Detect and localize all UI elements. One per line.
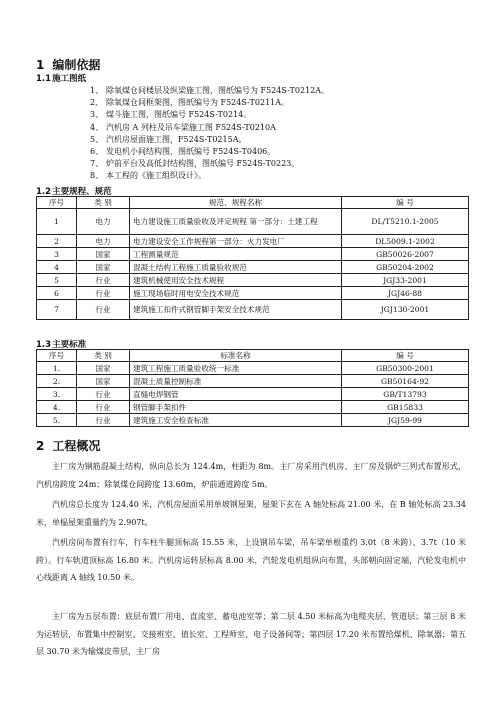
table-row: 3. 行业 直缝电焊钢管 GB/T13793 (37, 388, 469, 401)
table-row: 1 电力 电力建设施工质量验收及评定规程 第一部分：土建工程 DL/T5210.1-2005 (37, 209, 469, 235)
paragraph: 汽机房总长度为 124.40 米，汽机房屋面采用单坡钢屋架，屋架下玄在 A 轴处标高 21.00 米，在 B 轴处标高 23.34 米，单榀屋架重量约为 2.907t。 (36, 500, 466, 527)
list-item: 4、 汽机房 A 列柱及吊车梁施工图 F524S-T0210A (90, 122, 276, 132)
list-item: 8、 本工程的《施工组织设计》。 (90, 171, 206, 181)
subsection-1-1-title: 施工图纸 (52, 74, 87, 84)
col-header-name: 标准名称 (130, 350, 342, 362)
subsection-1-3-number: 1.3 (36, 340, 52, 350)
table-row: 2 电力 电力建设安全工作规程第一部分：火力发电厂 DL5009.1-2002 (37, 235, 469, 248)
col-header-category: 类 别 (77, 197, 130, 209)
table-row: 5. 行业 建筑施工安全检查标准 JGJ59-99 (37, 414, 469, 427)
table-row: 7 行业 建筑施工扣件式钢管脚手架安全技术规范 JGJ130-2001 (37, 300, 469, 320)
list-item: 6、 发电机小间结构图，图纸编号 F524S-T0406。 (90, 147, 276, 157)
list-item: 7、 炉前平台及高低封结构图，图纸编号 F524S-T0223。 (90, 159, 300, 169)
table-row: 5 行业 建筑机械使用安全技术规程 JGJ33-2001 (37, 274, 469, 287)
list-item: 1、 除氧煤仓间楼层及纵梁施工图，图纸编号为 F524S-T0212A。 (90, 86, 330, 95)
table-row: 4. 行业 钢管脚手架扣件 GB15833 (37, 401, 469, 414)
table-row: 4 国家 混凝土结构工程施工质量验收规范 GB50204-2002 (37, 261, 469, 274)
section-1-heading (36, 56, 100, 73)
standards-table (36, 349, 469, 427)
table-row: 2. 国家 混凝土质量控制标准 GB50164-92 (37, 375, 469, 388)
table-row: 6 行业 施工现场临时用电安全技术规范 JGJ46-88 (37, 287, 469, 300)
subsection-1-1-heading (36, 72, 86, 84)
table-header-row (37, 350, 469, 362)
col-header-name: 规范、规程名称 (130, 197, 342, 209)
section-1-number: 1 (36, 58, 45, 72)
col-header-code: 编 号 (342, 197, 469, 209)
table-row: 3 国家 工程测量规范 GB50026-2007 (37, 248, 469, 261)
subsection-1-1-number: 1.1 (36, 74, 52, 84)
subsection-1-2-number: 1.2 (36, 187, 52, 197)
col-header-code: 编 号 (342, 350, 469, 362)
list-item: 3、 煤斗施工图，图纸编号 F524S-T0214。 (90, 110, 252, 120)
table-row: 1. 国家 建筑工程施工质量验收统一标准 GB50300-2001 (37, 362, 469, 375)
drawing-list (90, 85, 470, 183)
col-header-index: 序号 (37, 350, 77, 362)
section-2-number: 2 (36, 439, 45, 453)
regulations-table (36, 196, 469, 320)
list-item: 2、 除氧煤仓间框架图，图纸编号为 F524S-T0211A。 (90, 98, 290, 108)
list-item: 5、 汽机房屋面施工图，F524S-T0215A。 (90, 134, 247, 144)
section-2-title: 工程概况 (52, 439, 101, 453)
table-header-row (37, 197, 469, 209)
paragraph: 主厂房为五层布置：底层布置厂用电、直流室、蓄电池室等；第二层 4.50 米标高为电缆夹层、管道层；第三层 8 米为运转层，布置集中控制室、交接班室、值长室、工程师室、电子设备间等；第四层 17.20 米布置给煤机、除氧器；第五层 30.70 米为输煤皮带层，主厂房 (36, 612, 466, 656)
section-1-title: 编制依据 (52, 58, 101, 72)
paragraph: 汽机房间布置有行车，行车柱牛腿顶标高 15.55 米，上设钢吊车梁，吊车梁单根重约 3.0t（8 米跨）、3.7t（10 米跨）。行车轨道顶标高 16.80 米。汽机房运转层标高 8.00 米，汽轮发电机组纵向布置，头部朝向固定端，汽轮发电机中心线距离 A 轴线 10.50 米。 (36, 538, 466, 582)
paragraph: 主厂房为钢筋混凝土结构，纵向总长为 124.4m，柱距为 8m。主厂房采用汽机房、主厂房及锅炉三列式布置形式，汽机房跨度 24m；除氧煤仓间跨度 13.60m，炉前通道跨度 5m。 (36, 462, 466, 489)
subsection-1-3-title: 主要标准 (52, 340, 87, 350)
col-header-index: 序号 (37, 197, 77, 209)
col-header-category: 类 别 (77, 350, 130, 362)
section-2-heading (36, 437, 100, 454)
subsection-1-2-title: 主要规程、规范 (52, 187, 112, 197)
